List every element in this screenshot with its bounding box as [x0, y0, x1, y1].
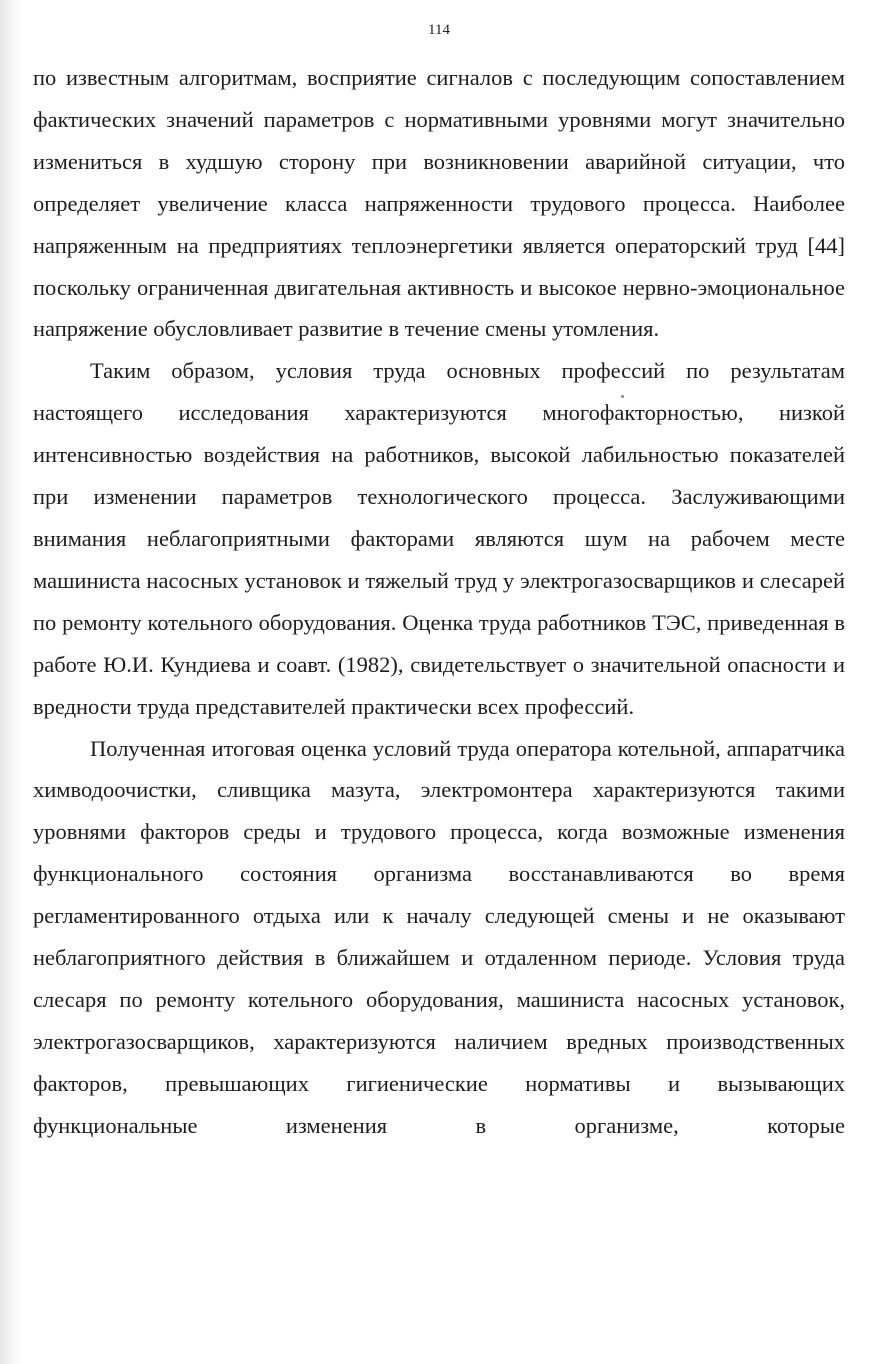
page-number: 114 — [428, 22, 450, 38]
scan-binding-shadow — [0, 0, 22, 1364]
paragraph-2: Таким образом, условия труда основных профессий по результатам настоящего исследования характеризуются многофакторностью, низкой интенсивностью воздействия на работников, высокой лабильностью показателей при изменении параметров технологического процесса. Заслуживающими внимания неблагоприятными факторами являются шум на рабочем месте машиниста насосных установок и тяжелый труд у электрогазосварщиков и слесарей по ремонту котельного оборудования. Оценка труда работников ТЭС, приведенная в работе Ю.И. Кундиева и соавт. (1982), свидетельствует о значительной опасности и вредности труда представителей практически всех профессий. — [33, 358, 845, 719]
paragraph-3: Полученная итоговая оценка условий труда оператора котельной, аппаратчика химводоочистки, сливщика мазута, электромонтера характеризуются такими уровнями факторов среды и трудового процесса, когда возможные изменения функционального состояния организма восстанавливаются во время регламентированного отдыха или к началу следующей смены и не оказывают неблагоприятного действия в ближайшем и отдаленном периоде. Условия труда слесаря по ремонту котельного оборудования, машиниста насосных установок, электрогазосварщиков, характеризуются наличием вредных производственных факторов, превышающих гигиенические нормативы и вызывающих функциональные изменения в организме, которые — [33, 735, 845, 1138]
scan-speck — [621, 395, 624, 398]
paragraph-1: по известным алгоритмам, восприятие сигналов с последующим сопоставлением фактических значений параметров с нормативными уровнями могут значительно измениться в худшую сторону при возникновении аварийной ситуации, что определяет увеличение класса напряженности трудового процесса. Наиболее напряженным на предприятиях теплоэнергетики является операторский труд [44] поскольку ограниченная двигательная активность и высокое нервно-эмоциональное напряжение обусловливает развитие в течение смены утомления. — [33, 65, 845, 342]
text-body — [33, 57, 845, 1147]
